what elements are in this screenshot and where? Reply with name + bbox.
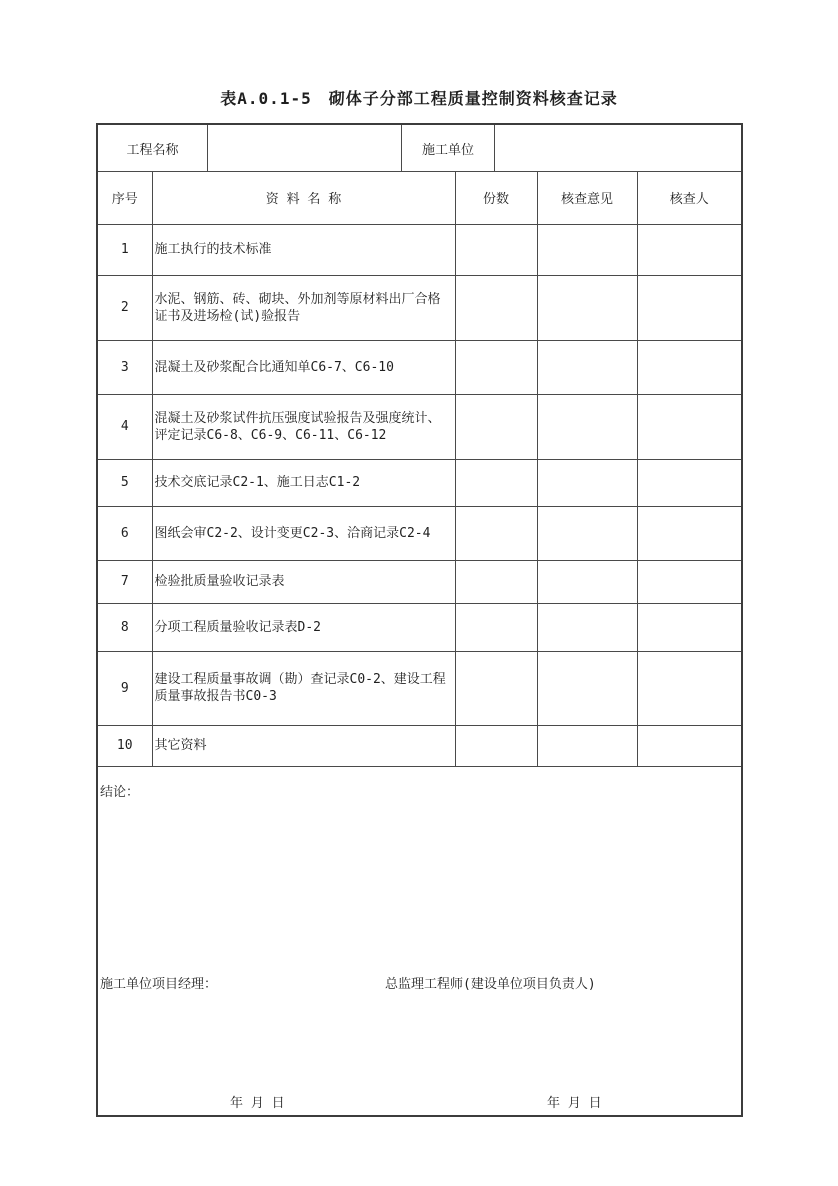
row-name: 混凝土及砂浆配合比通知单C6-7、C6-10 <box>152 340 455 394</box>
contractor-manager-signature-label: 施工单位项目经理： <box>100 976 218 992</box>
row-no: 8 <box>98 603 152 651</box>
conclusion-section <box>98 767 741 1120</box>
opinion-cell[interactable] <box>537 394 637 459</box>
row-no: 4 <box>98 394 152 459</box>
date-right-label: 年 月 日 <box>547 1095 602 1111</box>
col-header-no: 序号 <box>98 172 152 224</box>
copies-cell[interactable] <box>455 725 537 766</box>
col-header-copies: 份数 <box>455 172 537 224</box>
table-row <box>98 224 741 275</box>
opinion-cell[interactable] <box>537 603 637 651</box>
table-header-row <box>98 172 741 224</box>
checker-cell[interactable] <box>637 340 741 394</box>
checker-cell[interactable] <box>637 394 741 459</box>
checker-cell[interactable] <box>637 725 741 766</box>
project-name-label: 工程名称 <box>98 125 208 171</box>
table-row <box>98 394 741 459</box>
opinion-cell[interactable] <box>537 506 637 560</box>
row-no: 9 <box>98 651 152 725</box>
checker-cell[interactable] <box>637 603 741 651</box>
table-row <box>98 603 741 651</box>
row-name: 分项工程质量验收记录表D-2 <box>152 603 455 651</box>
table-row <box>98 725 741 766</box>
col-header-checker: 核查人 <box>637 172 741 224</box>
table-row <box>98 560 741 603</box>
col-header-opinion: 核查意见 <box>537 172 637 224</box>
row-name: 水泥、钢筋、砖、砌块、外加剂等原材料出厂合格证书及进场检(试)验报告 <box>152 275 455 340</box>
checker-cell[interactable] <box>637 224 741 275</box>
row-name: 检验批质量验收记录表 <box>152 560 455 603</box>
table-row <box>98 459 741 506</box>
copies-cell[interactable] <box>455 560 537 603</box>
copies-cell[interactable] <box>455 603 537 651</box>
row-no: 1 <box>98 224 152 275</box>
checker-cell[interactable] <box>637 506 741 560</box>
construction-unit-label: 施工单位 <box>402 125 495 171</box>
info-row <box>98 125 741 172</box>
row-name: 施工执行的技术标准 <box>152 224 455 275</box>
table-row <box>98 651 741 725</box>
checker-cell[interactable] <box>637 275 741 340</box>
table-row <box>98 340 741 394</box>
copies-cell[interactable] <box>455 340 537 394</box>
col-header-name: 资 料 名 称 <box>152 172 455 224</box>
copies-cell[interactable] <box>455 506 537 560</box>
opinion-cell[interactable] <box>537 459 637 506</box>
row-no: 7 <box>98 560 152 603</box>
copies-cell[interactable] <box>455 224 537 275</box>
chief-supervisor-signature-label: 总监理工程师(建设单位项目负责人) <box>385 976 596 992</box>
row-name: 其它资料 <box>152 725 455 766</box>
opinion-cell[interactable] <box>537 224 637 275</box>
copies-cell[interactable] <box>455 651 537 725</box>
row-no: 6 <box>98 506 152 560</box>
table-row <box>98 506 741 560</box>
row-no: 10 <box>98 725 152 766</box>
conclusion-label: 结论： <box>100 784 140 800</box>
opinion-cell[interactable] <box>537 725 637 766</box>
row-name: 图纸会审C2-2、设计变更C2-3、洽商记录C2-4 <box>152 506 455 560</box>
opinion-cell[interactable] <box>537 651 637 725</box>
opinion-cell[interactable] <box>537 340 637 394</box>
checker-cell[interactable] <box>637 560 741 603</box>
copies-cell[interactable] <box>455 394 537 459</box>
row-no: 2 <box>98 275 152 340</box>
row-name: 技术交底记录C2-1、施工日志C1-2 <box>152 459 455 506</box>
copies-cell[interactable] <box>455 275 537 340</box>
checker-cell[interactable] <box>637 459 741 506</box>
opinion-cell[interactable] <box>537 560 637 603</box>
row-no: 3 <box>98 340 152 394</box>
copies-cell[interactable] <box>455 459 537 506</box>
checklist-table <box>98 172 741 767</box>
date-left-label: 年 月 日 <box>230 1095 285 1111</box>
page-title: 表A.0.1-5 砌体子分部工程质量控制资料核查记录 <box>220 89 618 108</box>
row-name: 混凝土及砂浆试件抗压强度试验报告及强度统计、评定记录C6-8、C6-9、C6-11、C6-12 <box>152 394 455 459</box>
row-name: 建设工程质量事故调（勘）查记录C0-2、建设工程质量事故报告书C0-3 <box>152 651 455 725</box>
checker-cell[interactable] <box>637 651 741 725</box>
table-row <box>98 275 741 340</box>
project-name-value-cell[interactable] <box>208 125 402 171</box>
row-no: 5 <box>98 459 152 506</box>
opinion-cell[interactable] <box>537 275 637 340</box>
record-form <box>96 123 743 1117</box>
construction-unit-value-cell[interactable] <box>495 125 741 171</box>
